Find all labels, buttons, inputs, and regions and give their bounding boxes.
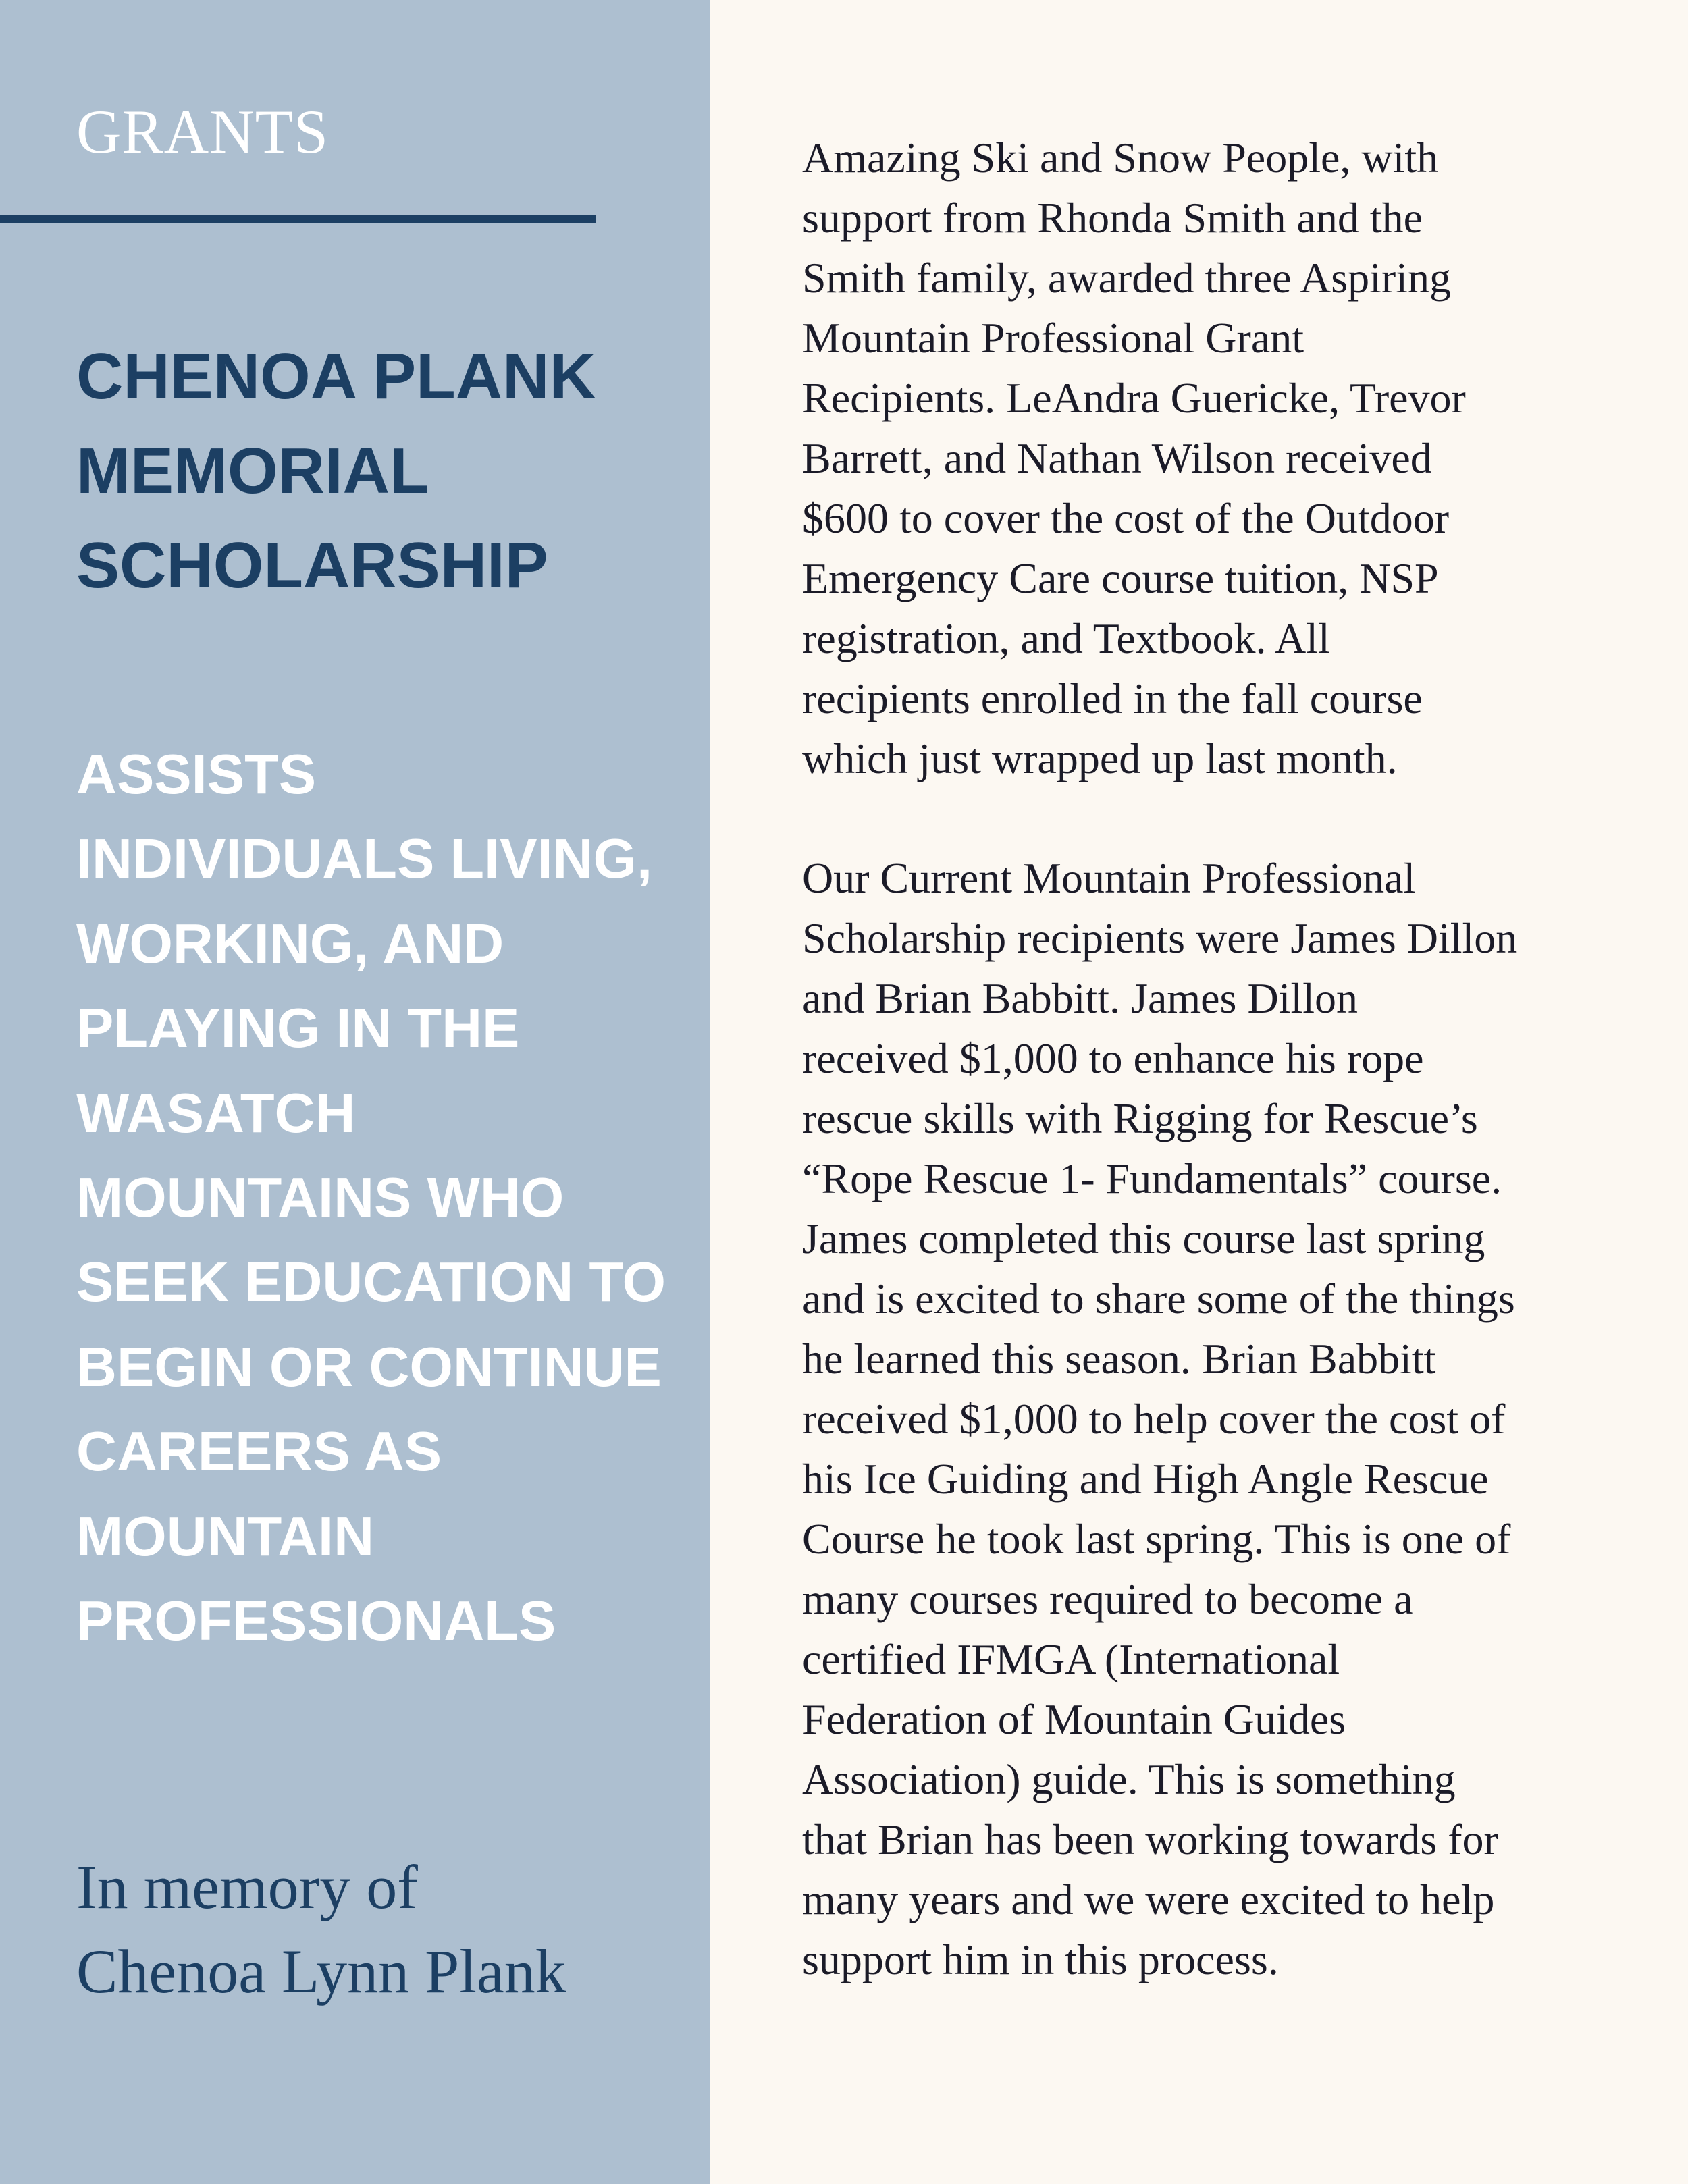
text-line: which just wrapped up last month. [802,735,1398,782]
text-line: received $1,000 to enhance his rope [802,1034,1424,1082]
text-line: James completed this course last spring [802,1215,1485,1262]
text-line: Amazing Ski and Snow People, with [802,134,1439,182]
description-line: PROFESSIONALS [76,1589,556,1653]
text-line: rescue skills with Rigging for Rescue’s [802,1094,1478,1142]
text-line: Barrett, and Nathan Wilson received [802,434,1432,482]
text-line: Association) guide. This is something [802,1755,1456,1803]
text-line: and is excited to share some of the things [802,1275,1515,1323]
text-line: “Rope Rescue 1- Fundamentals” course. [802,1154,1502,1202]
description-line: INDIVIDUALS LIVING, [76,827,653,890]
text-line: support from Rhonda Smith and the [802,194,1423,242]
description-line: SEEK EDUCATION TO [76,1250,666,1314]
description-line: MOUNTAIN [76,1504,375,1568]
description-line: BEGIN OR CONTINUE [76,1335,662,1398]
description-line: WASATCH [76,1081,356,1144]
title-line: MEMORIAL [76,435,429,507]
text-line: Course he took last spring. This is one of [802,1515,1511,1563]
left-panel [0,0,710,2184]
paragraph-grant-recipients [802,128,1466,789]
text-line: received $1,000 to help cover the cost of [802,1395,1506,1443]
text-line: and Brian Babbitt. James Dillon [802,974,1358,1022]
text-line: Mountain Professional Grant [802,314,1304,362]
text-line: Federation of Mountain Guides [802,1695,1346,1743]
divider [0,215,596,223]
text-line: registration, and Textbook. All [802,614,1330,662]
text-line: many years and we were excited to help [802,1875,1495,1923]
description-line: MOUNTAINS WHO [76,1166,564,1229]
text-line: certified IFMGA (International [802,1635,1340,1683]
scholarship-title [76,329,596,613]
paragraph-scholarship-recipients [802,848,1517,1990]
text-line: he learned this season. Brian Babbitt [802,1335,1436,1383]
description-line: CAREERS AS [76,1420,442,1483]
text-line: many courses required to become a [802,1575,1413,1623]
section-label: GRANTS [76,97,329,166]
description-line: ASSISTS [76,743,317,805]
memorial-line: In memory of [76,1853,418,1921]
description-line: PLAYING IN THE [76,996,520,1060]
description-line: WORKING, AND [76,911,504,975]
text-line: Our Current Mountain Professional [802,854,1416,902]
text-line: $600 to cover the cost of the Outdoor [802,494,1449,542]
memorial-line: Chenoa Lynn Plank [76,1937,566,2006]
text-line: Smith family, awarded three Aspiring [802,254,1451,302]
scholarship-description [76,732,666,1663]
text-line: recipients enrolled in the fall course [802,674,1423,722]
memorial-dedication [76,1845,566,2014]
text-line: his Ice Guiding and High Angle Rescue [802,1455,1489,1503]
text-line: Emergency Care course tuition, NSP [802,554,1439,602]
text-line: Scholarship recipients were James Dillon [802,914,1518,962]
text-line: Recipients. LeAndra Guericke, Trevor [802,374,1466,422]
title-line: SCHOLARSHIP [76,529,548,602]
text-line: support him in this process. [802,1936,1279,1983]
text-line: that Brian has been working towards for [802,1815,1498,1863]
title-line: CHENOA PLANK [76,340,596,412]
